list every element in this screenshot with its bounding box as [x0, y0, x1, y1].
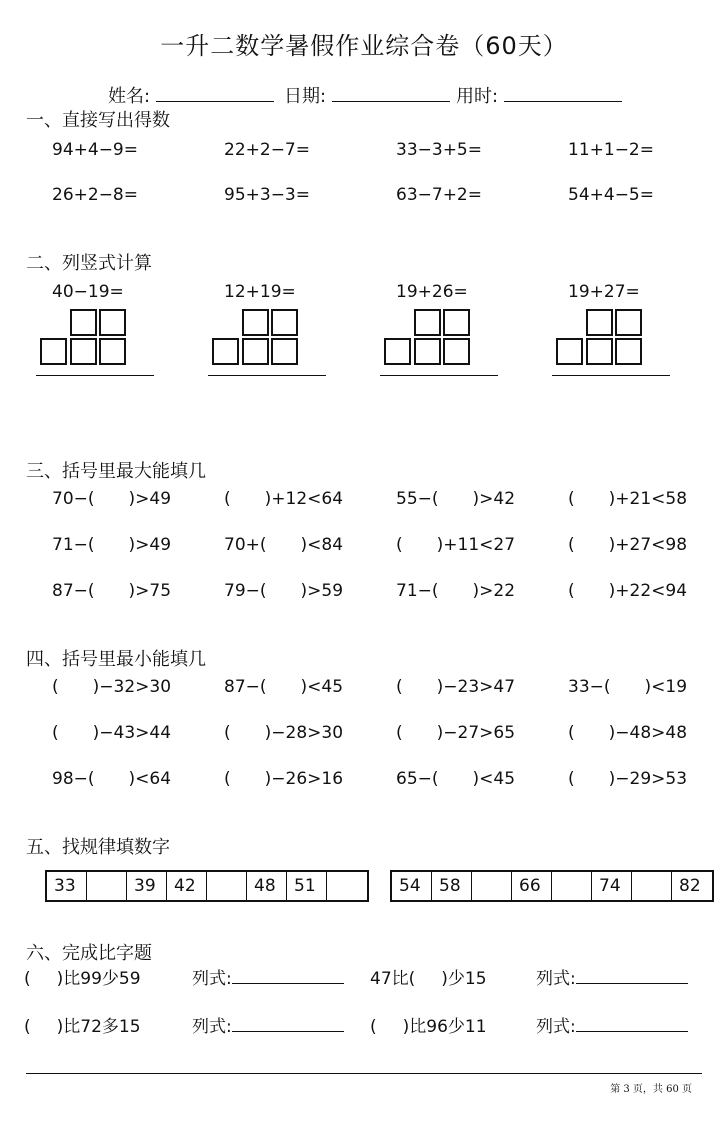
- digit-box[interactable]: [384, 338, 411, 365]
- inequality-problem: [396, 723, 515, 743]
- date-field[interactable]: [284, 82, 450, 108]
- vertical-problem: 19+27=: [568, 282, 640, 302]
- inequality-problem: [396, 535, 515, 555]
- inequality-problem: [568, 769, 687, 789]
- problem-text: (: [224, 489, 231, 509]
- problem-text: )>59: [300, 581, 344, 601]
- inequality-problem: [568, 489, 687, 509]
- inequality-problem: [396, 581, 515, 601]
- problem-text: (: [224, 723, 231, 743]
- paren-open: (: [370, 1017, 377, 1037]
- problem-text: )−29>53: [608, 769, 688, 789]
- compare-question: [370, 1012, 487, 1037]
- problem-text: )+22<94: [608, 581, 688, 601]
- digit-box[interactable]: [615, 338, 642, 365]
- problem-text: )+21<58: [608, 489, 688, 509]
- problem-text: (: [52, 677, 59, 697]
- problem-text: 70−(: [52, 489, 95, 509]
- date-label: 日期:: [284, 86, 327, 107]
- formula-blank[interactable]: [576, 967, 688, 984]
- sequence-cell: 74: [592, 872, 632, 900]
- problem-text: )−48>48: [608, 723, 688, 743]
- formula-blank[interactable]: [232, 967, 344, 984]
- sequence-cell: 82: [679, 876, 701, 896]
- formula-label: 列式:: [192, 969, 232, 989]
- vertical-problem: 19+26=: [396, 282, 468, 302]
- inequality-problem: [224, 489, 343, 509]
- problem-text: (: [568, 769, 575, 789]
- inequality-problem: [396, 677, 515, 697]
- section-1-heading: 一、直接写出得数: [26, 110, 170, 131]
- answer-line: [208, 375, 326, 376]
- inequality-problem: [568, 723, 687, 743]
- digit-box[interactable]: [443, 309, 470, 336]
- digit-box[interactable]: [212, 338, 239, 365]
- problem: 63−7+2=: [396, 185, 482, 205]
- time-field[interactable]: [456, 82, 622, 108]
- problem-text: )+12<64: [264, 489, 344, 509]
- problem-text: 65−(: [396, 769, 439, 789]
- sequence-cell: 39: [127, 872, 167, 900]
- digit-box[interactable]: [414, 309, 441, 336]
- sequence-2: [390, 870, 714, 902]
- page-title: 一升二数学暑假作业综合卷（60天）: [160, 32, 568, 60]
- inequality-problem: [224, 581, 343, 601]
- sequence-blank-cell[interactable]: [472, 872, 512, 900]
- digit-box[interactable]: [40, 338, 67, 365]
- inequality-problem: [52, 769, 171, 789]
- section-3-heading: 三、括号里最大能填几: [26, 461, 206, 482]
- problem-text: )<64: [128, 769, 172, 789]
- question-text: )少15: [441, 969, 487, 989]
- digit-box[interactable]: [271, 338, 298, 365]
- problem-text: (: [568, 535, 575, 555]
- inequality-problem: [396, 489, 515, 509]
- problem-text: (: [568, 489, 575, 509]
- problem: 26+2−8=: [52, 185, 138, 205]
- answer-line: [380, 375, 498, 376]
- answer-line: [552, 375, 670, 376]
- problem-text: (: [568, 723, 575, 743]
- name-field[interactable]: [108, 82, 274, 108]
- problem-text: )+27<98: [608, 535, 688, 555]
- sequence-cell: 48: [247, 872, 287, 900]
- inequality-problem: [396, 769, 515, 789]
- problem-text: )−43>44: [92, 723, 172, 743]
- digit-box[interactable]: [443, 338, 470, 365]
- problem: 33−3+5=: [396, 140, 482, 160]
- question-text: )比96少11: [402, 1017, 487, 1037]
- section-2-heading: 二、列竖式计算: [26, 253, 152, 274]
- sequence-cell: 66: [512, 872, 552, 900]
- problem-text: (: [396, 723, 403, 743]
- digit-box[interactable]: [586, 338, 613, 365]
- problem-text: 87−(: [224, 677, 267, 697]
- sequence-blank-cell[interactable]: [327, 872, 367, 900]
- problem-text: )<45: [472, 769, 516, 789]
- problem-text: )>49: [128, 535, 172, 555]
- inequality-problem: [568, 581, 687, 601]
- inequality-problem: [52, 723, 171, 743]
- problem-text: )+11<27: [436, 535, 516, 555]
- section-5-heading: 五、找规律填数字: [26, 837, 170, 858]
- footer-divider: [26, 1073, 702, 1074]
- problem-text: 71−(: [52, 535, 95, 555]
- problem-text: )−27>65: [436, 723, 516, 743]
- problem-text: )>49: [128, 489, 172, 509]
- digit-box[interactable]: [99, 309, 126, 336]
- digit-box[interactable]: [70, 338, 97, 365]
- compare-question: [24, 1012, 141, 1037]
- paren-open: (: [24, 969, 31, 989]
- problem: 22+2−7=: [224, 140, 310, 160]
- problem-text: 55−(: [396, 489, 439, 509]
- problem: 94+4−9=: [52, 140, 138, 160]
- problem-text: )−23>47: [436, 677, 516, 697]
- answer-line: [36, 375, 154, 376]
- digit-box[interactable]: [414, 338, 441, 365]
- digit-box[interactable]: [70, 309, 97, 336]
- problem-text: (: [396, 677, 403, 697]
- problem-text: 79−(: [224, 581, 267, 601]
- formula-blank[interactable]: [576, 1015, 688, 1032]
- compare-question: [24, 964, 141, 989]
- time-label: 用时:: [456, 86, 499, 107]
- paren-open: (: [24, 1017, 31, 1037]
- name-blank[interactable]: [156, 83, 274, 102]
- page-number: 第 3 页，共 60 页: [610, 1084, 692, 1095]
- sequence-cell: 51: [287, 872, 327, 900]
- inequality-problem: [52, 581, 171, 601]
- section-6-heading: 六、完成比字题: [26, 943, 152, 964]
- sequence-blank-cell[interactable]: [207, 872, 247, 900]
- formula-blank[interactable]: [232, 1015, 344, 1032]
- inequality-problem: [52, 489, 171, 509]
- formula-field[interactable]: [192, 1012, 344, 1037]
- problem-text: (: [396, 535, 403, 555]
- problem-text: )>42: [472, 489, 516, 509]
- formula-field[interactable]: [536, 1012, 688, 1037]
- sequence-cell: 54: [392, 872, 432, 900]
- problem-text: 70+(: [224, 535, 267, 555]
- problem-text: 71−(: [396, 581, 439, 601]
- vertical-problem: 40−19=: [52, 282, 124, 302]
- digit-box[interactable]: [99, 338, 126, 365]
- inequality-problem: [224, 535, 343, 555]
- question-text: )比99少59: [56, 969, 141, 989]
- section-4-heading: 四、括号里最小能填几: [26, 649, 206, 670]
- question-text: )比72多15: [56, 1017, 141, 1037]
- digit-box[interactable]: [586, 309, 613, 336]
- time-blank[interactable]: [504, 83, 622, 102]
- problem-text: )−28>30: [264, 723, 344, 743]
- formula-label: 列式:: [536, 1017, 576, 1037]
- problem-text: )−26>16: [264, 769, 344, 789]
- formula-label: 列式:: [192, 1017, 232, 1037]
- digit-box[interactable]: [242, 309, 269, 336]
- inequality-problem: [224, 723, 343, 743]
- problem-text: 87−(: [52, 581, 95, 601]
- formula-field[interactable]: [192, 964, 344, 989]
- problem: 11+1−2=: [568, 140, 654, 160]
- sequence-blank-cell[interactable]: [632, 872, 672, 900]
- digit-box[interactable]: [556, 338, 583, 365]
- question-text: 47比(: [370, 969, 416, 989]
- sequence-blank-cell[interactable]: [87, 872, 127, 900]
- problem-text: )−32>30: [92, 677, 172, 697]
- problem-text: 98−(: [52, 769, 95, 789]
- digit-box[interactable]: [615, 309, 642, 336]
- problem-text: )<19: [644, 677, 688, 697]
- inequality-problem: [568, 677, 687, 697]
- vertical-problem: 12+19=: [224, 282, 296, 302]
- sequence-cell: 33: [47, 872, 87, 900]
- formula-field[interactable]: [536, 964, 688, 989]
- digit-box[interactable]: [242, 338, 269, 365]
- formula-label: 列式:: [536, 969, 576, 989]
- compare-question: [370, 964, 487, 989]
- inequality-problem: [52, 677, 171, 697]
- problem: 54+4−5=: [568, 185, 654, 205]
- inequality-problem: [224, 677, 343, 697]
- problem-text: )<45: [300, 677, 344, 697]
- sequence-cell: 58: [432, 872, 472, 900]
- problem-text: (: [568, 581, 575, 601]
- problem: 95+3−3=: [224, 185, 310, 205]
- problem-text: 33−(: [568, 677, 611, 697]
- problem-text: )<84: [300, 535, 344, 555]
- sequence-1: [45, 870, 369, 902]
- problem-text: )>22: [472, 581, 516, 601]
- problem-text: (: [52, 723, 59, 743]
- digit-box[interactable]: [271, 309, 298, 336]
- sequence-cell: 42: [167, 872, 207, 900]
- inequality-problem: [568, 535, 687, 555]
- date-blank[interactable]: [332, 83, 450, 102]
- sequence-blank-cell[interactable]: [552, 872, 592, 900]
- inequality-problem: [52, 535, 171, 555]
- inequality-problem: [224, 769, 343, 789]
- problem-text: )>75: [128, 581, 172, 601]
- problem-text: (: [224, 769, 231, 789]
- name-label: 姓名:: [108, 86, 151, 107]
